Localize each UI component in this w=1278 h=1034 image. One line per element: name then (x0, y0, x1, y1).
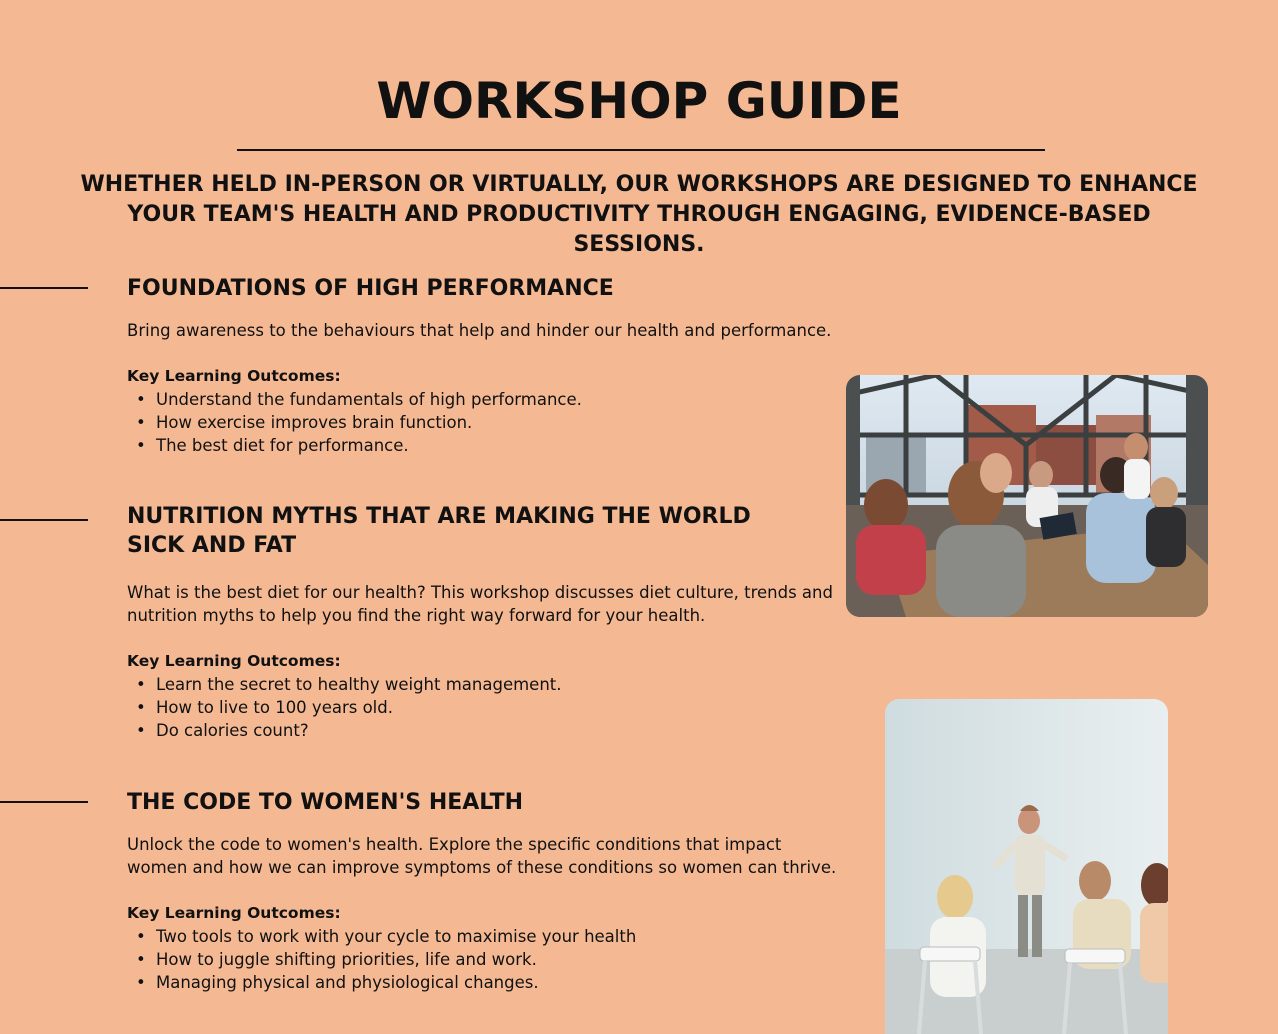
page-title: WORKSHOP GUIDE (376, 72, 902, 130)
section-heading-line: SICK AND FAT (127, 533, 297, 558)
outcomes-label: Key Learning Outcomes: (127, 367, 341, 385)
workshop-section-nutrition-myths (127, 502, 837, 742)
outcomes-list (127, 388, 837, 457)
section-heading (127, 274, 837, 303)
list-item: • Learn the secret to healthy weight management. (127, 673, 837, 696)
section-heading-line: THE CODE TO WOMEN'S HEALTH (127, 790, 524, 815)
list-item: • Do calories count? (127, 719, 837, 742)
list-item: • The best diet for performance. (127, 434, 837, 457)
section-description: Unlock the code to women's health. Explore the specific conditions that impact women and how we can improve symptoms of these conditions so women can thrive. (127, 835, 837, 877)
list-item: • How to juggle shifting priorities, life and work. (127, 948, 837, 971)
section-heading (127, 502, 837, 560)
team-meeting-illustration (846, 375, 1208, 617)
list-item: • How to live to 100 years old. (127, 696, 837, 719)
section-marker-line (0, 287, 88, 289)
list-item: • Understand the fundamentals of high performance. (127, 388, 837, 411)
list-item: • Two tools to work with your cycle to maximise your health (127, 925, 837, 948)
subtitle-line-2: YOUR TEAM'S HEALTH AND PRODUCTIVITY THROUGH ENGAGING, EVIDENCE-BASED SESSIONS. (127, 202, 1151, 257)
workshop-section-foundations (127, 274, 837, 457)
list-item: • Managing physical and physiological changes. (127, 971, 837, 994)
outcomes-label: Key Learning Outcomes: (127, 904, 341, 922)
subtitle-line-1: WHETHER HELD IN-PERSON OR VIRTUALLY, OUR WORKSHOPS ARE DESIGNED TO ENHANCE (80, 172, 1198, 197)
team-meeting-photo (846, 375, 1208, 617)
section-heading-line: NUTRITION MYTHS THAT ARE MAKING THE WORLD (127, 504, 751, 529)
section-marker-line (0, 801, 88, 803)
outcomes-list (127, 673, 837, 742)
workshop-section-womens-health (127, 788, 837, 994)
section-heading-line: FOUNDATIONS OF HIGH PERFORMANCE (127, 276, 614, 301)
group-seminar-illustration (885, 699, 1168, 1034)
page-subtitle (80, 170, 1198, 260)
title-divider (237, 149, 1045, 151)
list-item: • How exercise improves brain function. (127, 411, 837, 434)
section-marker-line (0, 519, 88, 521)
outcomes-label: Key Learning Outcomes: (127, 652, 341, 670)
section-description: Bring awareness to the behaviours that help and hinder our health and performance. (127, 321, 832, 340)
group-seminar-photo (885, 699, 1168, 1034)
outcomes-list (127, 925, 837, 994)
section-description: What is the best diet for our health? This workshop discusses diet culture, trends and nutrition myths to help you find the right way forward for your health. (127, 583, 833, 625)
section-heading (127, 788, 837, 817)
